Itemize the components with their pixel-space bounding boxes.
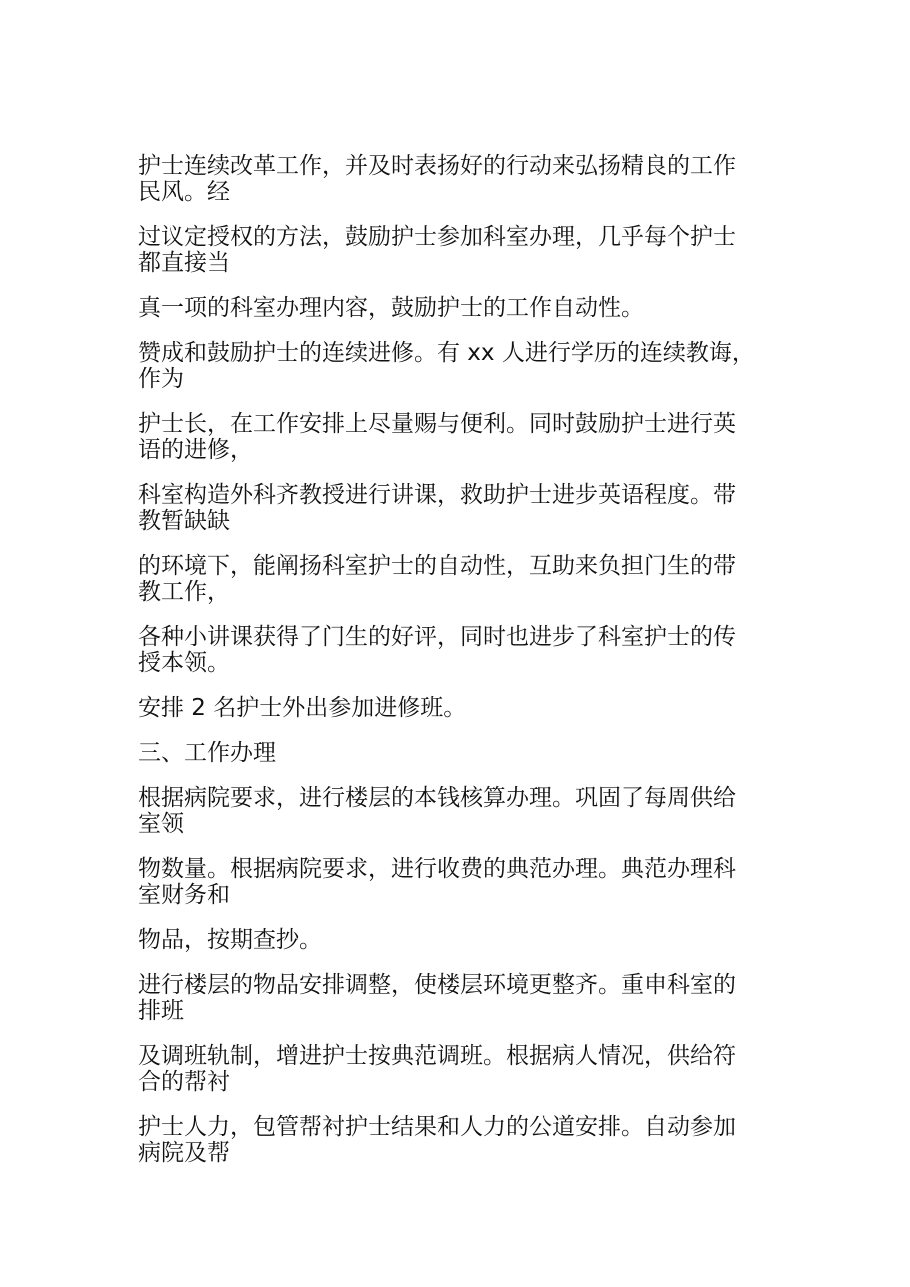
paragraph: 物品，按期查抄。 xyxy=(138,927,322,953)
paragraph: 护士长，在工作安排上尽量赐与便利。同时鼓励护士进行英语的进修， xyxy=(138,411,736,463)
paragraph: 护士连续改革工作，并及时表扬好的行动来弘扬精良的工作民风。经 xyxy=(138,153,736,205)
paragraph: 赞成和鼓励护士的连续进修。有 xx 人进行学历的连续教诲，作为 xyxy=(138,340,755,392)
paragraph: 根据病院要求，进行楼层的本钱核算办理。巩固了每周供给室领 xyxy=(138,785,736,837)
section-heading: 三、工作办理 xyxy=(138,740,276,766)
paragraph: 过议定授权的方法，鼓励护士参加科室办理，几乎每个护士都直接当 xyxy=(138,224,736,276)
paragraph: 各种小讲课获得了门生的好评，同时也进步了科室护士的传授本领。 xyxy=(138,624,736,676)
paragraph: 进行楼层的物品安排调整，使楼层环境更整齐。重申科室的排班 xyxy=(138,972,736,1024)
paragraph: 物数量。根据病院要求，进行收费的典范办理。典范办理科室财务和 xyxy=(138,856,736,908)
paragraph: 及调班轨制，增进护士按典范调班。根据病人情况，供给符合的帮衬 xyxy=(138,1043,736,1095)
paragraph: 安排 2 名护士外出参加进修班。 xyxy=(138,695,467,721)
document-body xyxy=(138,153,756,1185)
paragraph: 科室构造外科齐教授进行讲课，救助护士进步英语程度。带教暂缺缺 xyxy=(138,482,736,534)
paragraph: 的环境下，能阐扬科室护士的自动性，互助来负担门生的带教工作， xyxy=(138,553,736,605)
paragraph: 真一项的科室办理内容，鼓励护士的工作自动性。 xyxy=(138,295,644,321)
paragraph: 护士人力，包管帮衬护士结果和人力的公道安排。自动参加病院及帮 xyxy=(138,1114,736,1166)
